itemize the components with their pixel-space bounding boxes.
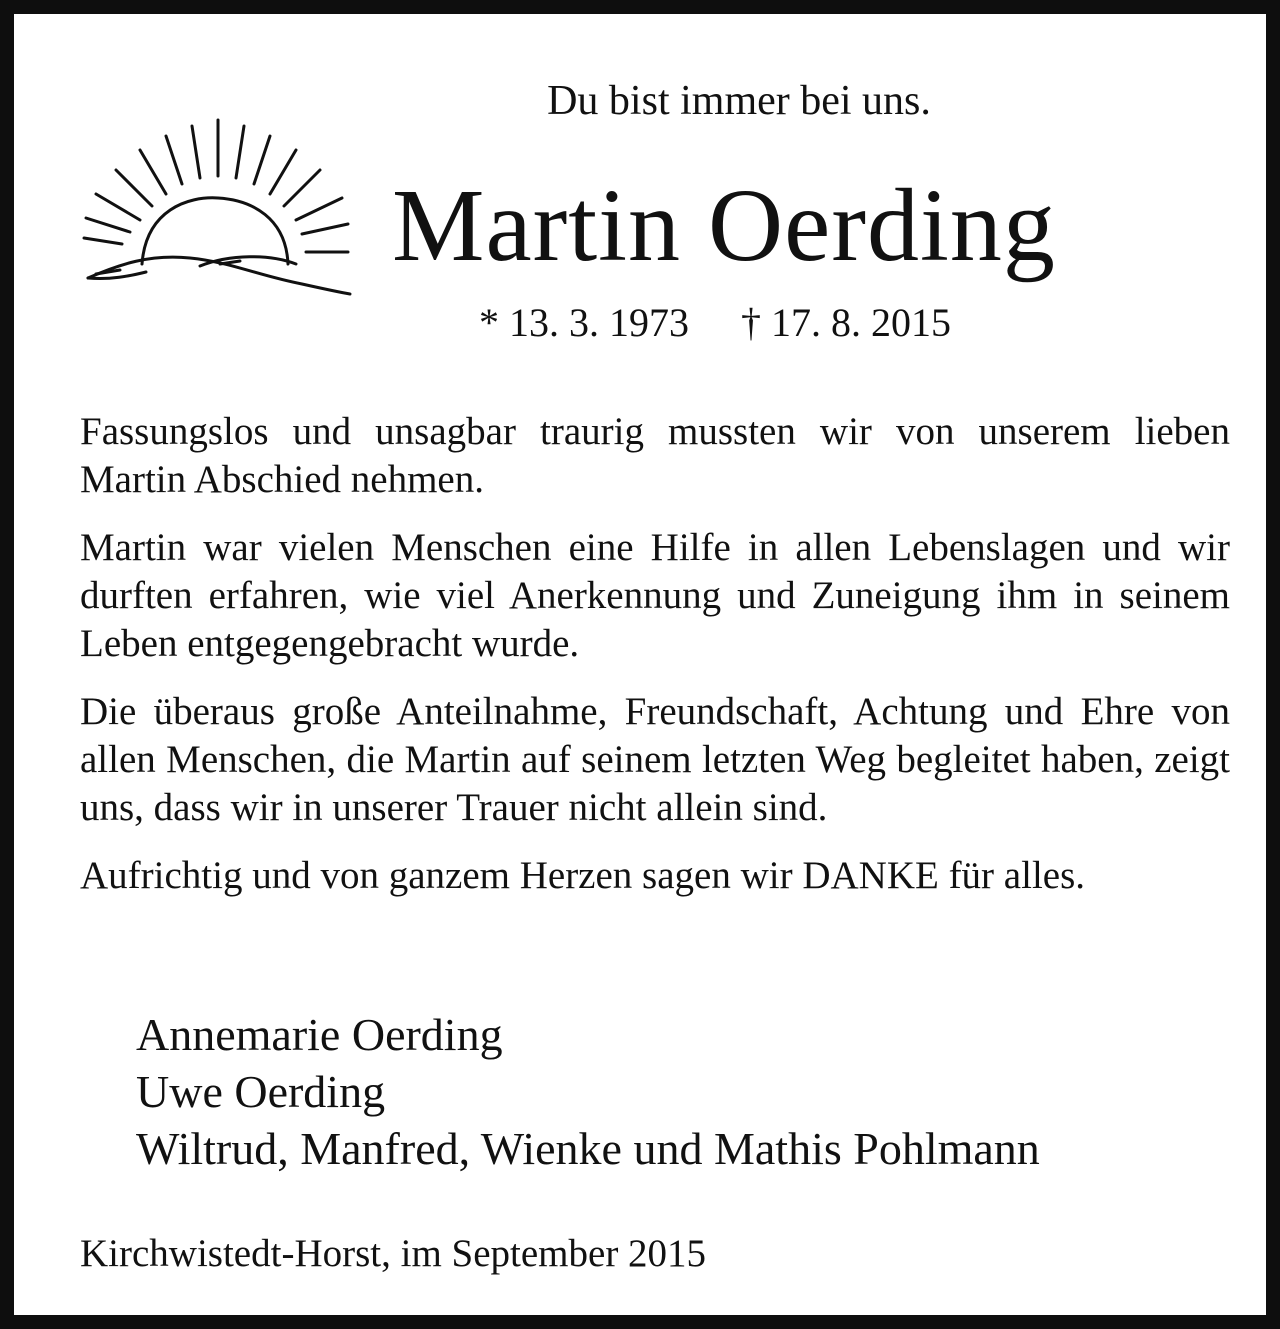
birth-date: * 13. 3. 1973 [479, 300, 689, 345]
motto-line: Du bist immer bei uns. [547, 78, 931, 124]
mourner-name: Annemarie Oerding [136, 1009, 503, 1060]
mourner-name: Uwe Oerding [136, 1066, 386, 1117]
mourner-name: Wiltrud, Manfred, Wienke und Mathis Pohlmann [136, 1123, 1040, 1174]
deceased-name: Martin Oerding [392, 168, 1056, 283]
paragraph-1: Fassungslos und unsagbar traurig mussten wir von unserem lieben Martin Abschied nehmen. [80, 410, 1230, 501]
paragraph-3: Die überaus große Anteilnahme, Freundschaft, Achtung und Ehre von allen Menschen, die Martin auf seinem letzten Weg begleitet haben, zeigt uns, dass wir in unserer Trauer nicht allein sind. [80, 690, 1230, 829]
paragraph-2: Martin war vielen Menschen eine Hilfe in allen Lebenslagen und wir durften erfahren, wie viel Anerkennung und Zuneigung ihm in seinem Leben entgegengebracht wurde. [80, 526, 1230, 665]
rising-sun-icon [80, 114, 356, 304]
death-date: † 17. 8. 2015 [741, 300, 951, 345]
paragraph-4: Aufrichtig und von ganzem Herzen sagen wir DANKE für alles. [80, 854, 1086, 897]
obituary-text [80, 408, 1230, 920]
mourners-list [136, 1006, 1040, 1177]
life-dates [479, 298, 951, 348]
place-and-date: Kirchwistedt-Horst, im September 2015 [80, 1232, 707, 1275]
